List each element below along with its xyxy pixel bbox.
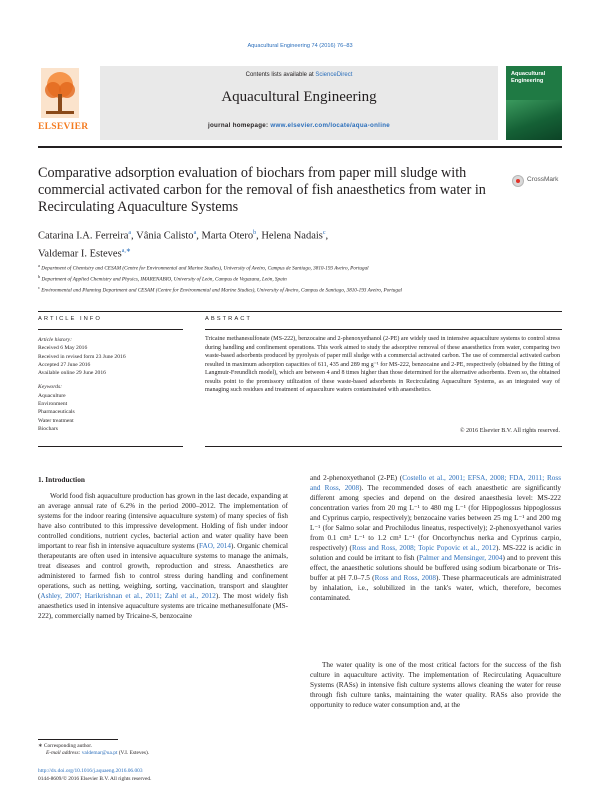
body-text: World food fish aquaculture production has grown in the last decade, expanding at an average annual rate of 6.2% in the period 2000–2012. The implementation of systems for the indoor rearing (intensive aquaculture system) of many species of fish have also contributed to this impressive development. Holding of fish under indoor controlled conditions, nutrient cycles, bacterial action and water quality have been important to rear fish in intensive aquaculture systems ( [38, 492, 288, 550]
author-name[interactable]: Helena Nadais [261, 230, 323, 242]
footnote [38, 743, 288, 757]
affiliations [38, 262, 558, 296]
keyword-item: Biochars [38, 425, 58, 432]
journal-title[interactable]: Aquacultural Engineering [221, 89, 377, 105]
author-affiliation-marker[interactable]: a [128, 230, 132, 236]
journal-cover-thumbnail[interactable] [506, 66, 562, 140]
affiliation-text: Environmental and Planning Department and CESAM (Centre for Environmental and Marine Studies), University of Aveiro, Campus de Santiago, 3810-193 Aveiro, Portugal [41, 288, 402, 295]
keyword-item: Water treatment [38, 417, 74, 424]
contents-line [100, 72, 498, 78]
issn-line: 0144-8609/© 2016 Elsevier B.V. All rights reserved. [38, 775, 152, 782]
article-info [38, 336, 178, 433]
author-name[interactable]: Marta Otero [201, 230, 254, 242]
author-separator: , [256, 230, 262, 242]
affiliation-item [38, 273, 558, 284]
cover-title: Aquacultural Engineering [511, 71, 546, 84]
affiliation-item [38, 284, 558, 295]
citation-link[interactable]: Costello et al., 2001; EFSA, 2008; FDA, 2011; Ross and Ross, 2008 [310, 474, 561, 492]
author-affiliation-marker[interactable]: c [322, 230, 326, 236]
body-text: ) and to prevent this effect, the anaesthetic solutions should be buffered using sodium bicarbonate or Tris-buffer at pH 7.0–7.5 ( [310, 554, 561, 582]
article-info-heading: ARTICLE INFO [38, 316, 102, 322]
cover-image [506, 100, 562, 140]
author-name[interactable]: Vânia Calisto [136, 230, 194, 242]
sciencedirect-link[interactable]: ScienceDirect [315, 72, 353, 78]
crossmark-icon [512, 175, 524, 187]
abstract-bottom-divider [205, 446, 562, 447]
history-item: Received 6 May 2016 [38, 345, 88, 352]
email-label: E-mail address: [46, 750, 82, 757]
body-text: ). MS-222 is acidic in solution and could be irritant to fish ( [310, 544, 562, 562]
author-affiliation-marker[interactable]: a,∗ [121, 247, 131, 254]
email-line [38, 750, 288, 757]
body-text: and 2-phenoxyethanol (2-PE) ( [310, 474, 403, 482]
history-item: Received in revised form 23 June 2016 [38, 353, 126, 360]
email-suffix: (V.I. Esteves). [117, 750, 150, 757]
history-item: Accepted 27 June 2016 [38, 361, 91, 368]
citation-link[interactable]: Ross and Ross, 2008 [374, 574, 436, 582]
article-info-bottom-divider [38, 446, 183, 447]
author-separator: , [131, 230, 137, 242]
affiliation-item [38, 262, 558, 273]
author-list [38, 226, 558, 261]
elsevier-tree-icon [41, 68, 79, 118]
article-title: Comparative adsorption evaluation of biochars from paper mill sludge with commercial activated carbon for the removal of fish anaesthetics from water in Recirculating Aquaculture Systems [38, 165, 486, 216]
citation-link[interactable]: Ross and Ross, 2008; Topic Popovic et al., 2012 [351, 544, 496, 552]
intro-left-column [38, 491, 288, 621]
author-affiliation-marker[interactable]: a [193, 230, 197, 236]
journal-homepage [100, 122, 498, 129]
introduction-heading: 1. Introduction [38, 475, 85, 484]
keyword-item: Pharmaceuticals [38, 409, 75, 416]
doi-link[interactable]: http://dx.doi.org/10.1016/j.aquaeng.2016.06.003 [38, 768, 143, 774]
affiliation-text: Department of Applied Chemistry and Physics, IMARENABIO, University of León, Campus de Vegazana, León, Spain [41, 276, 287, 283]
section-divider [38, 311, 562, 312]
affiliation-marker: b [38, 274, 41, 280]
journal-masthead [100, 66, 498, 140]
crossmark-badge[interactable] [512, 174, 558, 188]
doi-issn-block [38, 768, 288, 783]
footnote-divider [38, 739, 118, 740]
affiliation-marker: c [38, 285, 40, 291]
keywords-label: Keywords: [38, 384, 63, 391]
intro-right-column-paragraph [310, 473, 561, 603]
article-history-label: Article history: [38, 337, 73, 343]
abstract-text: Tricaine methanesulfonate (MS-222), benzocaine and 2-phenoxyethanol (2-PE) are widely used in intensive aquaculture systems to control stress during handling and confinement operations. This work aimed to study the adsorptive removal of these anaesthetics from water, comparing two waste-based adsorbents produced by pyrolysis of paper mill sludge with a commercial activated carbon. The use of commercial activated carbon resulted in maximum adsorption capacities of 611, 435 and 289 mg g⁻¹ for MS-222, benzocaine and 2-PE, respectively (obtained by the fitting of Langmuir-Freundlich model), which are between 4 and 8 times higher than those determined for the alternative adsorbents. Even so, the obtained results point to the promissory utilization of these waste-based adsorbents in Recirculating Aquaculture Systems, as an integrated way of managing such residues and treatment of aquaculture waters contaminated with anaesthetics. [205, 336, 560, 394]
abstract-copyright: © 2016 Elsevier B.V. All rights reserved. [459, 428, 560, 434]
elsevier-wordmark: ELSEVIER [38, 122, 89, 132]
article-info-divider [38, 329, 183, 330]
author-name[interactable]: Catarina I.A. Ferreira [38, 230, 129, 242]
journal-header [38, 66, 562, 140]
contents-prefix: Contents lists available at [245, 72, 316, 78]
author-name[interactable]: Valdemar I. Esteves [38, 248, 122, 259]
intro-right-column-paragraph-2: The water quality is one of the most critical factors for the success of the fish culture in aquaculture activity. The implementation of Recirculating Aquaculture Systems (RASs) in intensive fish culture systems allows cleaning the water for reuse through fish culture tanks, maintaining the water quality. RASs also provide the opportunity to reduce water consumption and, at the [310, 661, 561, 709]
homepage-label: journal homepage: [207, 122, 271, 129]
history-item: Available online 29 June 2016 [38, 370, 106, 377]
abstract-divider [205, 329, 562, 330]
elsevier-logo[interactable] [38, 66, 89, 140]
affiliation-marker: a [38, 263, 40, 268]
email-link[interactable]: valdemar@ua.pt [81, 750, 118, 757]
author-separator: , [196, 230, 202, 242]
body-text: ). These pharmaceuticals are administrated by inhalation, i.e., solubilized in the tank's water, which, therefore, becomes contaminated. [310, 574, 561, 602]
abstract-heading: ABSTRACT [205, 316, 252, 322]
author-separator: , [325, 230, 329, 242]
homepage-url-link[interactable]: www.elsevier.com/locate/aqua-online [270, 122, 391, 129]
keyword-item: Aquaculture [38, 392, 66, 399]
citation-link[interactable]: FAO, 2014 [199, 542, 231, 550]
author-affiliation-marker[interactable]: b [253, 230, 257, 236]
body-text: ). The most widely fish anaesthetics used in intensive aquaculture systems are tricaine methanesulfonate (MS-222), commercially named by Tricaine-S, benzocaine [38, 592, 288, 620]
body-text: ). Organic chemical therapeutants are often used in intensive aquaculture systems to manage the animals, treat diseases and control growth, reproduction and stress. Anaesthetics are administered to farmed fish to control stress during handling and confinement operations, such as netting, weighing, sorting, vaccination, transport and slaughter ( [38, 542, 288, 600]
affiliation-text: Department of Chemistry and CESAM (Centre for Environmental and Marine Studies), University of Aveiro, Campus de Santiago, 3810-193 Aveiro, Portugal [41, 265, 369, 272]
citation-link[interactable]: Ashley, 2007; Harikrishnan et al., 2011; Zahl et al., 2012 [40, 592, 216, 600]
keyword-item: Environment [38, 401, 68, 408]
citation-link[interactable]: Palmer and Mensinger, 2004 [418, 554, 503, 562]
journal-citation[interactable]: Aquacultural Engineering 74 (2016) 76–83 [247, 43, 353, 49]
body-text: ). The recommended doses of each anaesthetic are significantly different among species and depend on the desired anaesthesia level: MS-222 concentration varies from 20 mg L⁻¹ to 480 mg L⁻¹ (for Hippoglossus hippoglossus and Cyprinus carpio, respectively); benzocaine varies between 25 mg L⁻¹ and 200 mg L⁻¹ (for Salmo solar and Prochilodus lineatus, respectively); 2-phenoxyethanol varies from 0.1 cm³ L⁻¹ to 1.2 cm³ L⁻¹ (for Oncorhynchus nerka and Cyprinus carpio, respectively) ( [310, 484, 561, 552]
corresponding-author-note: ∗ Corresponding author. [38, 743, 93, 749]
crossmark-label: CrossMark [527, 176, 559, 183]
header-divider [38, 146, 562, 148]
